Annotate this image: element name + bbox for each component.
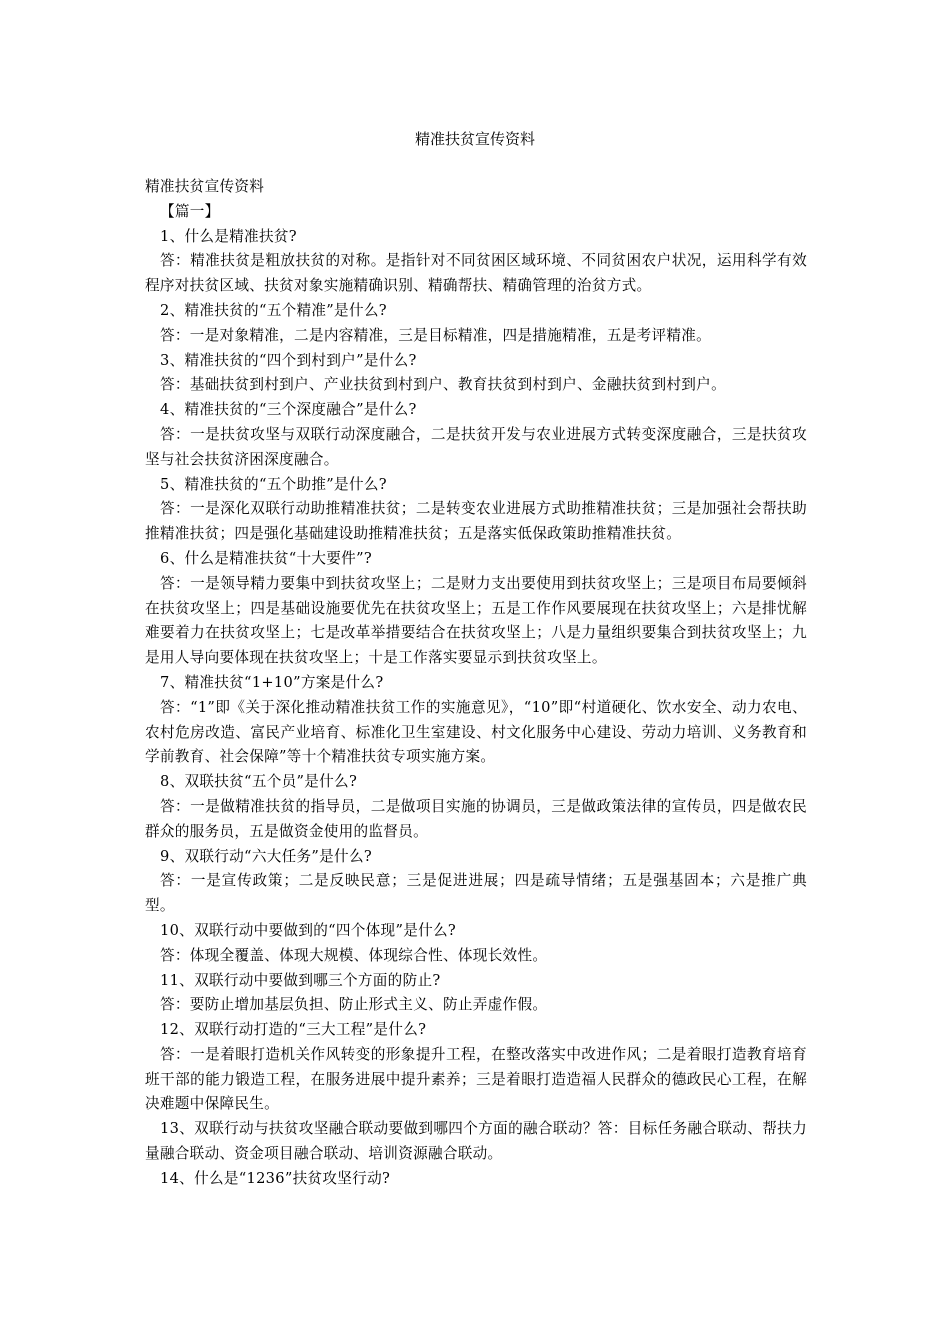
document-title: 精准扶贫宣传资料 [414, 130, 535, 148]
question-8: 8、双联扶贫“五个员”是什么? [160, 773, 358, 791]
answer-4: 答：一是扶贫攻坚与双联行动深度融合，二是扶贫开发与农业进展方式转变深度融合，三是扶贫攻坚与社会扶贫济困深度融合。 [145, 425, 807, 468]
answer-7: 答：“1”即《关于深化推动精准扶贫工作的实施意见》，“10”即“村道硬化、饮水安全、动力农电、农村危房改造、富民产业培育、标准化卫生室建设、村文化服务中心建设、劳动力培训、义务教育和学前教育、社会保障”等十个精准扶贫专项实施方案。 [145, 698, 807, 766]
question-5: 5、精准扶贫的“五个助推”是什么? [160, 475, 387, 493]
question-7: 7、精准扶贫“1+10”方案是什么? [160, 673, 384, 691]
question-13-with-answer: 13、双联行动与扶贫攻坚融合联动要做到哪四个方面的融合联动？答：目标任务融合联动、帮扶力量融合联动、资金项目融合联动、培训资源融合联动。 [145, 1120, 807, 1163]
question-12: 12、双联行动打造的“三大工程”是什么? [160, 1021, 427, 1039]
question-6: 6、什么是精准扶贫“十大要件”? [160, 549, 372, 567]
answer-6: 答：一是领导精力要集中到扶贫攻坚上；二是财力支出要使用到扶贫攻坚上；三是项目布局要倾斜在扶贫攻坚上；四是基础设施要优先在扶贫攻坚上；五是工作作风要展现在扶贫攻坚上；六是排忧解难要着力在扶贫攻坚上；七是改革举措要结合在扶贫攻坚上；八是力量组织要集合到扶贫攻坚上；九是用人导向要体现在扶贫攻坚上；十是工作落实要显示到扶贫攻坚上。 [145, 574, 807, 667]
question-10: 10、双联行动中要做到的“四个体现”是什么? [160, 921, 457, 939]
question-1: 1、什么是精准扶贫? [160, 227, 297, 245]
question-2: 2、精准扶贫的“五个精准”是什么? [160, 301, 387, 319]
answer-3: 答：基础扶贫到村到户、产业扶贫到村到户、教育扶贫到村到户、金融扶贫到村到户。 [160, 376, 726, 394]
answer-1: 答：精准扶贫是粗放扶贫的对称。是指针对不同贫困区域环境、不同贫困农户状况，运用科学有效程序对扶贫区域、扶贫对象实施精确识别、精确帮扶、精确管理的治贫方式。 [145, 252, 807, 295]
question-3: 3、精准扶贫的“四个到村到户”是什么? [160, 351, 417, 369]
answer-2: 答：一是对象精准，二是内容精准，三是目标精准，四是措施精准，五是考评精准。 [160, 326, 712, 344]
question-14: 14、什么是“1236”扶贫攻坚行动? [160, 1169, 391, 1187]
document-body [145, 175, 807, 1192]
answer-10: 答：体现全覆盖、体现大规模、体现综合性、体现长效性。 [160, 946, 548, 964]
section-label: 【篇一】 [160, 202, 220, 220]
question-9: 9、双联行动“六大任务”是什么? [160, 847, 372, 865]
question-11: 11、双联行动中要做到哪三个方面的防止? [160, 971, 441, 989]
answer-9: 答：一是宣传政策；二是反映民意；三是促进进展；四是疏导情绪；五是强基固本；六是推广典型。 [145, 872, 807, 915]
answer-12: 答：一是着眼打造机关作风转变的形象提升工程，在整改落实中改进作风；二是着眼打造教育培育班干部的能力锻造工程，在服务进展中提升素养；三是着眼打造造福人民群众的德政民心工程，在解决难题中保障民生。 [145, 1045, 807, 1113]
question-4: 4、精准扶贫的“三个深度融合”是什么? [160, 401, 417, 419]
answer-11: 答：要防止增加基层负担、防止形式主义、防止弄虚作假。 [160, 996, 548, 1014]
answer-8: 答：一是做精准扶贫的指导员，二是做项目实施的协调员，三是做政策法律的宣传员，四是做农民群众的服务员，五是做资金使用的监督员。 [145, 797, 807, 840]
body-heading: 精准扶贫宣传资料 [145, 178, 265, 195]
answer-5: 答：一是深化双联行动助推精准扶贫；二是转变农业进展方式助推精准扶贫；三是加强社会帮扶助推精准扶贫；四是强化基础建设助推精准扶贫；五是落实低保政策助推精准扶贫。 [145, 500, 807, 543]
